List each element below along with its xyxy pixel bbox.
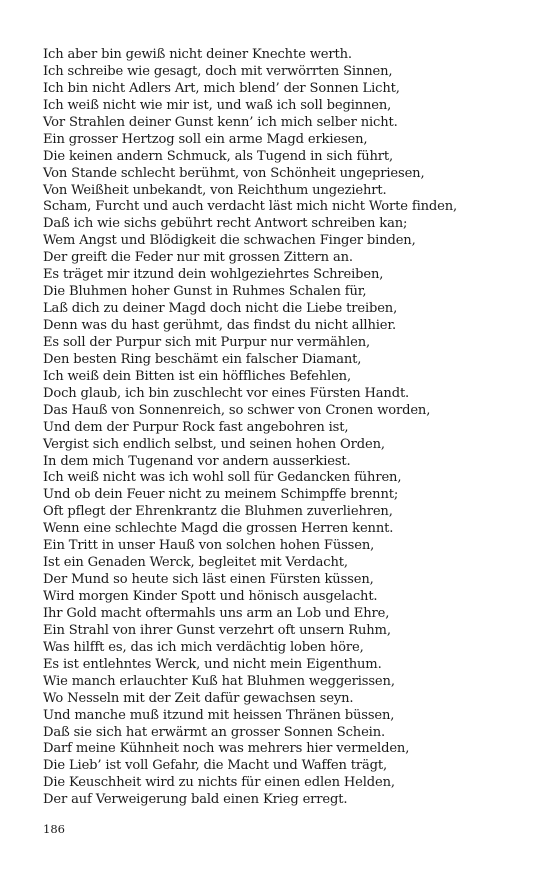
poem-line: Der greift die Feder nur mit grossen Zittern an.	[43, 250, 353, 266]
poem-line: Die keinen andern Schmuck, als Tugend in sich führt,	[43, 148, 394, 164]
poem-line: Es ist entlehntes Werck, und nicht mein Eigenthum.	[43, 656, 382, 672]
poem-text	[43, 47, 523, 809]
poem-line: Wenn eine schlechte Magd die grossen Herren kennt.	[43, 521, 394, 537]
poem-line: Ihr Gold macht oftermahls uns arm an Lob und Ehre,	[43, 605, 390, 621]
poem-line: Daß sie sich hat erwärmt an grosser Sonnen Schein.	[43, 724, 386, 740]
poem-line: Es soll der Purpur sich mit Purpur nur vermählen,	[43, 334, 371, 350]
poem-line: Es träget mir itzund dein wohlgeziehrtes Schreiben,	[43, 267, 384, 283]
poem-line: Ein Tritt in unser Hauß von solchen hohen Füssen,	[43, 538, 375, 554]
poem-line: Ich schreibe wie gesagt, doch mit verwörrten Sinnen,	[43, 63, 393, 79]
poem-line: Der auf Verweigerung bald einen Krieg erregt.	[43, 792, 348, 808]
poem-line: Von Stande schlecht berühmt, von Schönheit ungepriesen,	[43, 165, 425, 181]
poem-line: Ist ein Genaden Werck, begleitet mit Verdacht,	[43, 555, 348, 571]
poem-line: Darf meine Kühnheit noch was mehrers hier vermelden,	[43, 741, 410, 757]
poem-line: Ein Strahl von ihrer Gunst verzehrt oft unsern Ruhm,	[43, 622, 391, 638]
poem-line: Ich weiß nicht wie mir ist, und waß ich soll beginnen,	[43, 97, 392, 113]
poem-line: Ich aber bin gewiß nicht deiner Knechte werth.	[43, 47, 352, 62]
poem-line: Wo Nesseln mit der Zeit dafür gewachsen seyn.	[43, 690, 354, 706]
poem-line: Ein grosser Hertzog soll ein arme Magd erkiesen,	[43, 131, 368, 147]
poem-line: Ich weiß nicht was ich wohl soll für Gedancken führen,	[43, 470, 402, 486]
poem-line: Was hilfft es, das ich mich verdächtig loben höre,	[43, 639, 364, 655]
poem-line: Von Weißheit unbekandt, von Reichthum ungeziehrt.	[43, 182, 387, 198]
poem-line: Die Bluhmen hoher Gunst in Ruhmes Schalen für,	[43, 284, 367, 300]
poem-line: Den besten Ring beschämt ein falscher Diamant,	[43, 351, 362, 367]
poem-line: Vor Strahlen deiner Gunst kenn’ ich mich selber nicht.	[43, 114, 398, 130]
poem-line: Die Keuschheit wird zu nichts für einen edlen Helden,	[43, 775, 395, 791]
poem-line: Ich weiß dein Bitten ist ein höffliches Befehlen,	[43, 368, 351, 384]
poem-line: Wie manch erlauchter Kuß hat Bluhmen weggerissen,	[43, 673, 395, 689]
poem-line: Wird morgen Kinder Spott und hönisch ausgelacht.	[43, 589, 378, 604]
poem-line: Und dem der Purpur Rock fast angebohren ist,	[43, 419, 349, 435]
poem-line: Die Lieb’ ist voll Gefahr, die Macht und Waffen trägt,	[43, 758, 388, 774]
poem-line: Der Mund so heute sich läst einen Fürsten küssen,	[43, 572, 374, 588]
poem-line: Ich bin nicht Adlers Art, mich blend’ der Sonnen Licht,	[43, 80, 400, 96]
poem-line: Doch glaub, ich bin zuschlecht vor eines Fürsten Handt.	[43, 385, 410, 401]
poem-line: Wem Angst und Blödigkeit die schwachen Finger binden,	[43, 233, 416, 249]
poem-line: Daß ich wie sichs gebührt recht Antwort schreiben kan;	[43, 216, 408, 232]
poem-line: Und ob dein Feuer nicht zu meinem Schimpffe brennt;	[43, 487, 399, 503]
poem-line: Vergist sich endlich selbst, und seinen hohen Orden,	[43, 436, 385, 452]
poem-line: Und manche muß itzund mit heissen Thränen büssen,	[43, 707, 395, 723]
poem-line: Oft pflegt der Ehrenkrantz die Bluhmen zuverliehren,	[43, 504, 393, 520]
poem-line: Denn was du hast gerühmt, das findst du nicht allhier.	[43, 318, 397, 333]
poem-line: In dem mich Tugenand vor andern ausserkiest.	[43, 453, 351, 469]
poem-line: Das Hauß von Sonnenreich, so schwer von Cronen worden,	[43, 402, 431, 418]
poem-line: Laß dich zu deiner Magd doch nicht die Liebe treiben,	[43, 301, 398, 317]
poem-line: Scham, Furcht und auch verdacht läst mich nicht Worte finden,	[43, 199, 458, 215]
page-number: 186	[43, 822, 65, 836]
